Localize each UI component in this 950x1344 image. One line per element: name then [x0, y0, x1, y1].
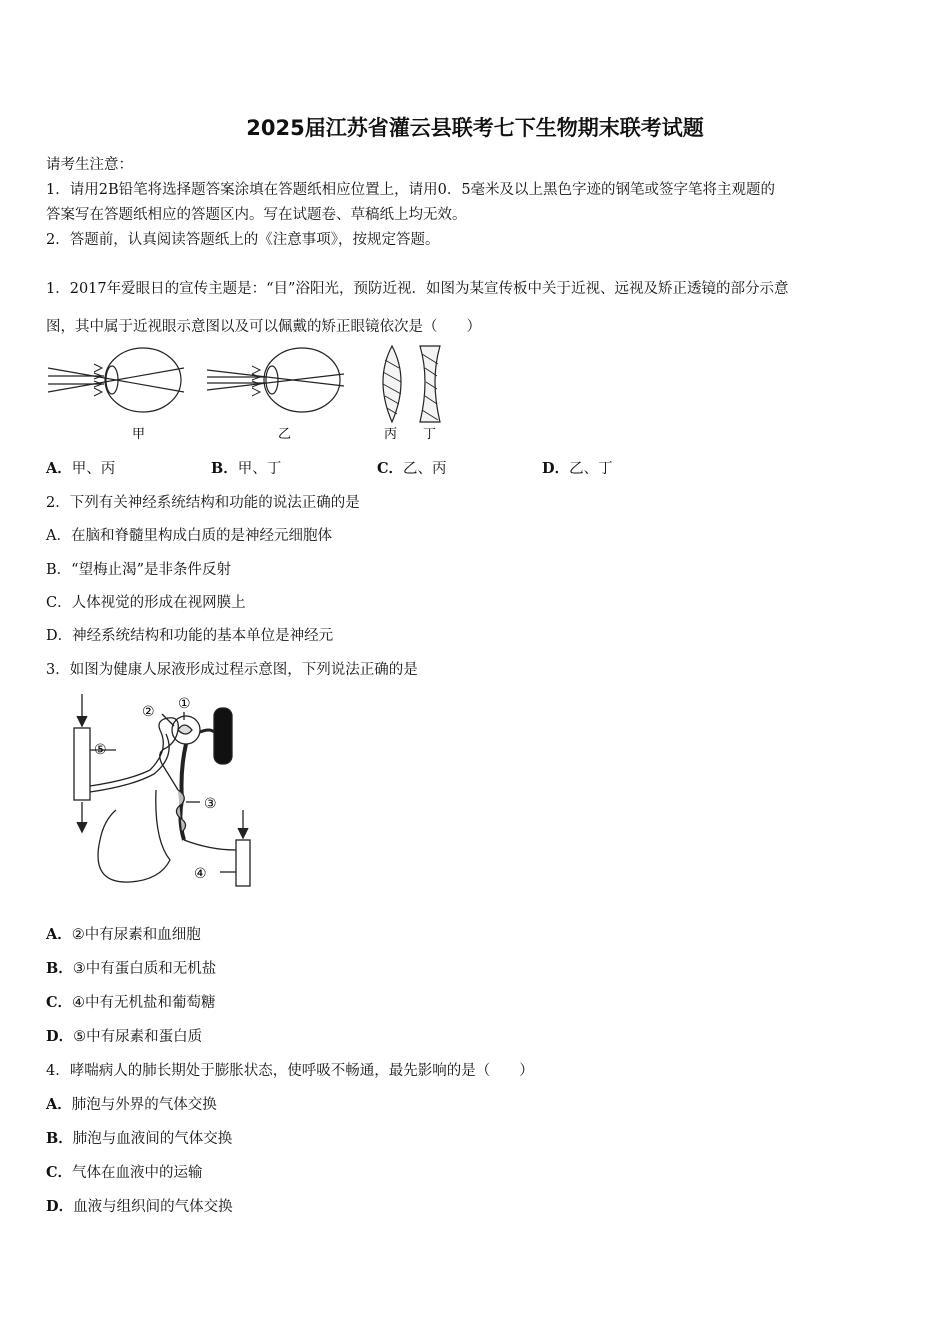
eye-diagram-jia: [48, 348, 184, 412]
notice-item-1b: 答案写在答题纸相应的答题区内。写在试题卷、草稿纸上均无效。: [46, 207, 467, 223]
q1-stem-line1: 1．2017年爱眼日的宣传主题是：“目”浴阳光，预防近视．如图为某宣传板中关于近视、远视及矫正透镜的部分示意: [46, 281, 789, 297]
q4-option-a[interactable]: A．肺泡与外界的气体交换: [46, 1096, 217, 1113]
concave-lens-ding: [420, 346, 440, 422]
q3-option-c[interactable]: C．④中有无机盐和葡萄糖: [46, 994, 216, 1011]
q2-stem: 2．下列有关神经系统结构和功能的说法正确的是: [46, 495, 360, 511]
eye-diagram-yi: [207, 348, 344, 412]
q4-option-b[interactable]: B．肺泡与血液间的气体交换: [46, 1130, 233, 1147]
label-5: ⑤: [94, 742, 107, 758]
q2-option-a[interactable]: A．在脑和脊髓里构成白质的是神经元细胞体: [46, 528, 332, 544]
page-title: 2025届江苏省灌云县联考七下生物期末联考试题: [246, 116, 704, 140]
q3-option-a[interactable]: A．②中有尿素和血细胞: [46, 926, 201, 943]
convex-lens-bing: [383, 346, 401, 422]
notice-item-2: 2．答题前，认真阅读答题纸上的《注意事项》，按规定答题。: [46, 232, 440, 248]
label-3: ③: [204, 796, 217, 812]
fig-label-jia: 甲: [132, 427, 146, 442]
q1-option-c[interactable]: C．乙、丙: [377, 460, 447, 477]
nephron-figure: [60, 690, 270, 900]
notice-item-1a: 1．请用2B铅笔将选择题答案涂填在答题纸相应位置上，请用0．5毫米及以上黑色字迹的钢笔或签字笔将主观题的: [46, 182, 776, 198]
q1-option-d[interactable]: D．乙、丁: [542, 460, 613, 477]
fig-label-ding: 丁: [423, 427, 437, 442]
q3-option-b[interactable]: B．③中有蛋白质和无机盐: [46, 960, 217, 977]
q4-option-d[interactable]: D．血液与组织间的气体交换: [46, 1198, 233, 1215]
q4-option-c[interactable]: C．气体在血液中的运输: [46, 1164, 203, 1181]
label-1: ①: [178, 696, 191, 712]
q3-stem: 3．如图为健康人尿液形成过程示意图，下列说法正确的是: [46, 662, 418, 678]
eye-lens-figure: [44, 340, 464, 448]
q2-option-b[interactable]: B．“望梅止渴”是非条件反射: [46, 562, 231, 578]
q2-option-d[interactable]: D．神经系统结构和功能的基本单位是神经元: [46, 628, 334, 644]
fig-label-yi: 乙: [278, 427, 292, 442]
q4-stem: 4．哮喘病人的肺长期处于膨胀状态，使呼吸不畅通，最先影响的是（ ）: [46, 1063, 534, 1079]
fig-label-bing: 丙: [384, 427, 398, 442]
q3-option-d[interactable]: D．⑤中有尿素和蛋白质: [46, 1028, 203, 1045]
q1-option-a[interactable]: A．甲、丙: [46, 460, 116, 477]
q1-option-b[interactable]: B．甲、丁: [211, 460, 282, 477]
q2-option-c[interactable]: C．人体视觉的形成在视网膜上: [46, 595, 246, 611]
q1-stem-line2: 图，其中属于近视眼示意图以及可以佩戴的矫正眼镜依次是（ ）: [46, 319, 481, 335]
label-2: ②: [142, 704, 155, 720]
notice-heading: 请考生注意：: [46, 157, 133, 173]
label-4: ④: [194, 866, 207, 882]
